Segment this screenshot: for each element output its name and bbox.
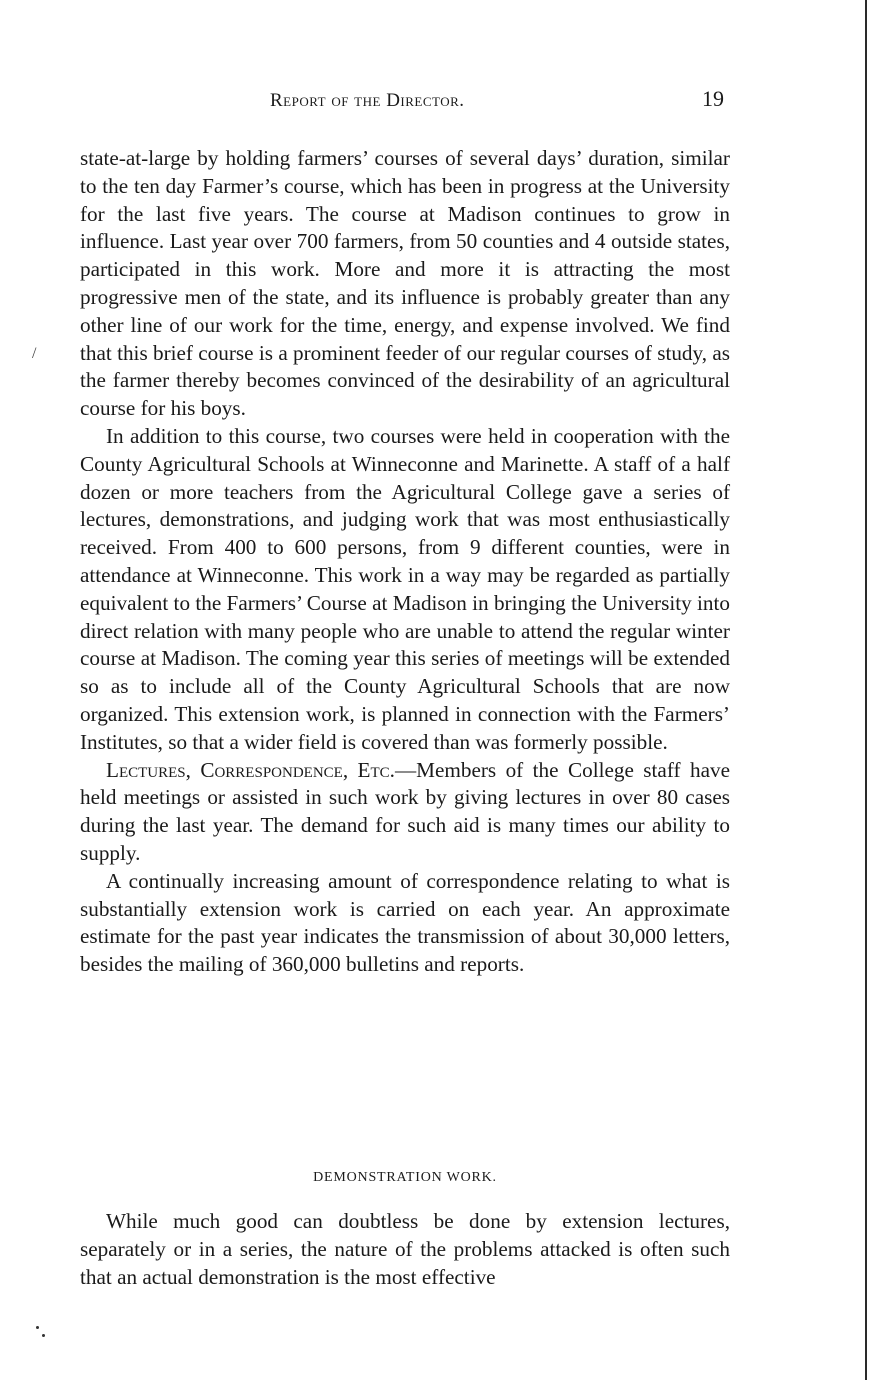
running-head-title: Report of the Director.	[270, 90, 465, 111]
paper-speck	[42, 1334, 45, 1337]
running-head	[80, 86, 728, 116]
paragraph-correspondence: A continually increasing amount of correspondence relating to what is substantially extension work is carried on each year. An approximate estimate for the past year indicates the transmission of about 30,000 letters, besides the mailing of 360,000 bulletins and reports.	[80, 868, 730, 977]
paper-speck	[36, 1326, 39, 1329]
page-number: 19	[702, 86, 724, 111]
lectures-body: —Members of the College staff have held meetings or assisted in such work by giving lectures in over 80 cases during the last year. The demand for such aid is many times our ability to supply.	[80, 757, 730, 865]
paragraph-lectures	[80, 757, 730, 868]
section-heading-demonstration: DEMONSTRATION WORK.	[313, 1170, 497, 1185]
paragraph-cooperation-courses: In addition to this course, two courses were held in cooperation with the County Agricultural Schools at Winneconne and Marinette. A staff of a half dozen or more teachers from the Agricultural College gave a series of lectures, demonstrations, and judging work that was most enthusiastically received. From 400 to 600 persons, from 9 different counties, were in attendance at Winneconne. This work in a way may be regarded as partially equivalent to the Farmers’ Course at Madison in bringing the University into direct relation with many people who are unable to attend the regular winter course at Madison. The coming year this series of meetings will be extended so as to include all of the County Agricultural Schools that are now organized. This extension work, is planned in connection with the Farmers’ Institutes, so that a wider field is covered than was formerly possible.	[80, 423, 730, 754]
paragraph-farmers-course: state-at-large by holding farmers’ courses of several days’ duration, similar to the ten day Farmer’s course, which has been in progress at the University for the last five years. The course at Madison continues to grow in influence. Last year over 700 farmers, from 50 counties and 4 outside states, participated in this work. More and more it is attracting the most progressive men of the state, and its influence is probably greater than any other line of our work for the time, energy, and expense involved. We find that this brief course is a prominent feeder of our regular courses of study, as the farmer thereby becomes convinced of the desirability of an agricultural course for his boys.	[80, 146, 730, 421]
paragraph-demonstration-opening: While much good can doubtless be done by extension lectures, separately or in a series, the nature of the problems attacked is often such that an actual demonstration is the most effective	[80, 1209, 730, 1289]
demonstration-text	[80, 1208, 730, 1291]
page-edge-line	[865, 0, 867, 1380]
margin-mark: /	[32, 345, 37, 362]
lectures-run-in-heading: Lectures, Correspondence, Etc.	[106, 757, 395, 782]
body-text	[80, 145, 730, 979]
